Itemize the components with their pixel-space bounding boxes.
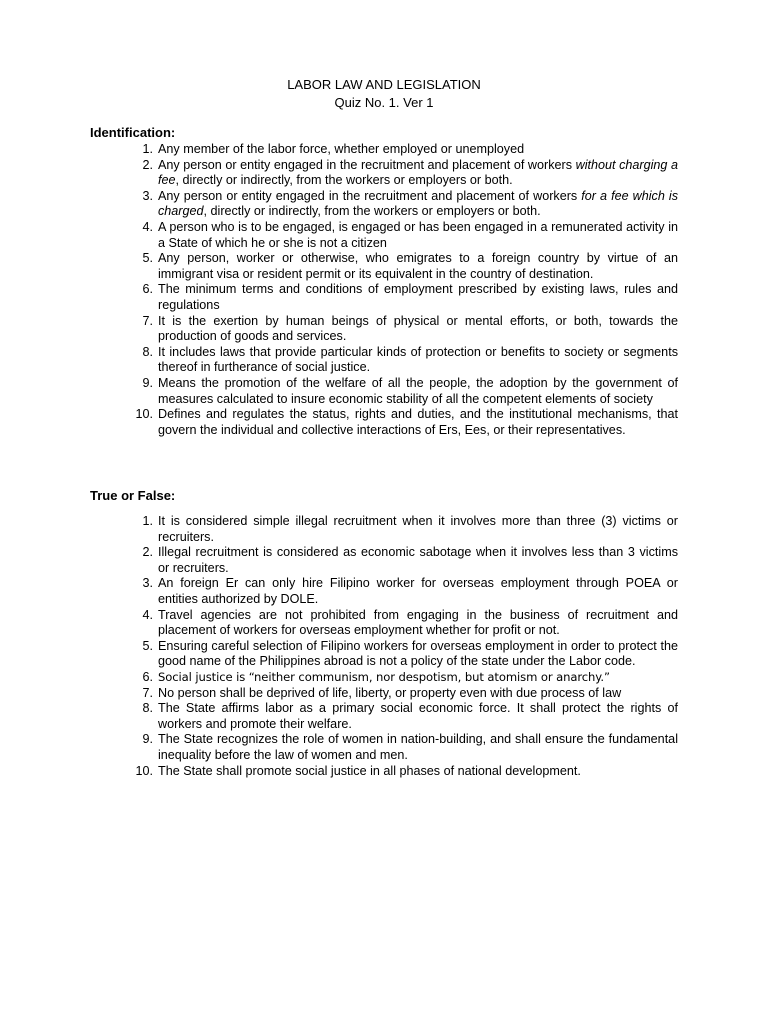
question-number: 1. <box>142 514 153 528</box>
question-item <box>142 685 678 702</box>
question-number: 3. <box>142 576 153 591</box>
question-text: Any person or entity engaged in the recruitment and placement of workers <box>158 188 582 203</box>
question-number: 8. <box>142 344 153 359</box>
identification-list <box>0 142 768 438</box>
question-text: Any member of the labor force, whether employed or unemployed <box>158 142 525 156</box>
question-text: A person who is to be engaged, is engaged or has been engaged in a remunerated activity in a State of which he or she is not a citizen <box>158 219 678 250</box>
question-text: , directly or indirectly, from the workers or employers or both. <box>203 204 541 219</box>
question-number: 9. <box>142 732 153 747</box>
question-text: It is the exertion by human beings of physical or mental efforts, or both, towards the production of goods and services. <box>158 313 678 344</box>
question-number: 3. <box>142 188 153 203</box>
question-item <box>142 188 678 220</box>
question-text: The minimum terms and conditions of employment prescribed by existing laws, rules and regulations <box>158 282 678 312</box>
true-false-list <box>0 514 768 779</box>
question-text: An foreign Er can only hire Filipino worker for overseas employment through POEA or entities authorized by DOLE. <box>158 576 678 606</box>
question-text: Social justice is “neither communism, nor despotism, but atomism or anarchy.” <box>158 669 610 684</box>
question-number: 5. <box>142 251 153 266</box>
question-number: 10. <box>135 763 153 778</box>
question-text: It is considered simple illegal recruitment when it involves more than three (3) victims or recruiters. <box>158 514 678 544</box>
document-title: LABOR LAW AND LEGISLATION <box>287 77 481 92</box>
question-item <box>142 607 678 639</box>
question-text: Illegal recruitment is considered as economic sabotage when it involves less than 3 victims or recruiters. <box>158 545 678 575</box>
question-number: 4. <box>142 607 153 622</box>
question-item <box>135 407 678 438</box>
true-false-heading: True or False: <box>90 488 176 503</box>
question-number: 6. <box>142 282 153 297</box>
question-text: Any person, worker or otherwise, who emigrates to a foreign country by virtue of an immigrant visa or resident permit or its equivalent in the country of destination. <box>158 251 678 281</box>
question-item <box>142 251 678 282</box>
question-number: 5. <box>142 638 153 653</box>
question-item <box>142 669 678 686</box>
question-item <box>142 142 678 158</box>
question-text: It includes laws that provide particular kinds of protection or benefits to society or segments thereof in furtherance of social justice. <box>158 344 678 375</box>
question-text: Defines and regulates the status, rights and duties, and the institutional mechanisms, that govern the individual and collective interactions of Ers, Ees, or their representatives. <box>158 407 678 437</box>
question-item <box>142 545 678 576</box>
question-item <box>142 638 678 670</box>
question-item <box>142 282 678 313</box>
question-text: The State affirms labor as a primary social economic force. It shall protect the rights of workers and promote their welfare. <box>158 701 678 731</box>
question-item <box>142 313 678 345</box>
question-number: 6. <box>142 669 153 684</box>
question-text: Travel agencies are not prohibited from engaging in the business of recruitment and placement of workers for overseas employment whether for profit or not. <box>158 607 678 638</box>
question-item <box>142 375 678 407</box>
document-header <box>0 76 768 112</box>
question-number: 2. <box>142 545 153 560</box>
question-item <box>142 732 678 763</box>
question-item <box>142 157 678 189</box>
question-number: 2. <box>142 157 153 172</box>
question-item <box>142 344 678 376</box>
question-item <box>142 219 678 251</box>
question-text: No person shall be deprived of life, liberty, or property even with due process of law <box>158 685 622 700</box>
question-number: 7. <box>142 685 153 700</box>
question-item <box>135 763 678 780</box>
question-number: 1. <box>142 142 153 156</box>
question-item <box>142 514 678 545</box>
question-item <box>142 576 678 607</box>
question-text: without charging a fee <box>158 157 678 188</box>
document-subtitle: Quiz No. 1. Ver 1 <box>334 95 434 110</box>
question-text: Means the promotion of the welfare of all the people, the adoption by the government of measures calculated to insure economic stability of all the competent elements of society <box>158 375 678 406</box>
question-text: The State shall promote social justice in all phases of national development. <box>158 763 581 778</box>
identification-heading: Identification: <box>90 125 176 140</box>
question-number: 4. <box>142 219 153 234</box>
question-text: for a fee which is charged <box>158 188 678 219</box>
question-text: Any person or entity engaged in the recruitment and placement of workers <box>158 157 576 172</box>
question-text: Ensuring careful selection of Filipino workers for overseas employment in order to protect the good name of the Philippines abroad is not a policy of the state under the Labor code. <box>158 638 678 669</box>
question-number: 10. <box>135 407 153 422</box>
question-number: 9. <box>142 375 153 390</box>
question-number: 7. <box>142 313 153 328</box>
question-text: The State recognizes the role of women in nation-building, and shall ensure the fundamental inequality before the law of women and men. <box>158 732 678 762</box>
question-number: 8. <box>142 701 153 716</box>
question-item <box>142 701 678 732</box>
question-text: , directly or indirectly, from the workers or employers or both. <box>175 173 513 188</box>
